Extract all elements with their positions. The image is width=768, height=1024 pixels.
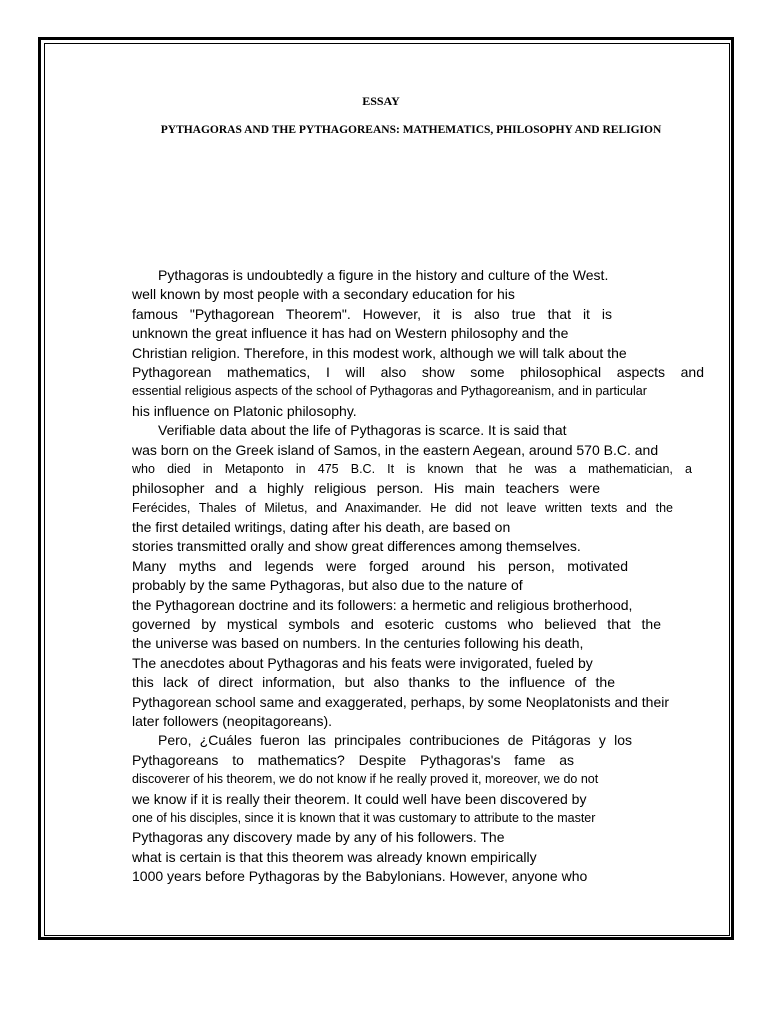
text-line: Ferécides, Thales of Miletus, and Anaximander. He did not leave written texts and the xyxy=(132,500,673,515)
text-line: what is certain is that this theorem was already known empirically xyxy=(132,848,537,865)
text-line: probably by the same Pythagoras, but also due to the nature of xyxy=(132,577,523,594)
text-line: his influence on Platonic philosophy. xyxy=(132,402,357,419)
text-line: one of his disciples, since it is known that it was customary to attribute to the master xyxy=(132,810,596,825)
essay-body xyxy=(132,266,704,887)
text-line: philosopher and a highly religious person. His main teachers were xyxy=(132,480,600,497)
text-line: Pythagorean mathematics, I will also show some philosophical aspects and xyxy=(132,363,704,380)
text-line: the first detailed writings, dating after his death, are based on xyxy=(132,519,511,536)
text-line: discoverer of his theorem, we do not know if he really proved it, moreover, we do not xyxy=(132,772,599,787)
text-line: later followers (neopitagoreans). xyxy=(132,712,332,729)
text-line: Pythagoras is undoubtedly a figure in the history and culture of the West. xyxy=(158,267,609,283)
text-line: the universe was based on numbers. In the centuries following his death, xyxy=(132,635,584,652)
text-line: Many myths and legends were forged around his person, motivated xyxy=(132,557,628,574)
text-line: 1000 years before Pythagoras by the Babylonians. However, anyone who xyxy=(132,868,588,885)
text-line: Pythagoreans to mathematics? Despite Pythagoras's fame as xyxy=(132,751,574,768)
text-line: we know if it is really their theorem. It could well have been discovered by xyxy=(132,790,587,807)
text-line: Pythagorean school same and exaggerated, perhaps, by some Neoplatonists and their xyxy=(132,693,670,710)
text-line: unknown the great influence it has had on Western philosophy and the xyxy=(132,325,569,342)
text-line: the Pythagorean doctrine and its followers: a hermetic and religious brotherhood, xyxy=(132,596,633,613)
text-line: who died in Metaponto in 475 B.C. It is known that he was a mathematician, a xyxy=(132,461,692,476)
text-line: stories transmitted orally and show great differences among themselves. xyxy=(132,538,581,555)
text-line: famous "Pythagorean Theorem". However, it is also true that it is xyxy=(132,305,612,322)
text-line: Pero, ¿Cuáles fueron las principales contribuciones de Pitágoras y los xyxy=(158,732,632,749)
essay-label: ESSAY xyxy=(362,94,400,108)
text-line: this lack of direct information, but also thanks to the influence of the xyxy=(132,674,615,691)
text-line: Pythagoras any discovery made by any of his followers. The xyxy=(132,829,505,846)
text-line: governed by mystical symbols and esoteric customs who believed that the xyxy=(132,616,661,633)
text-line: was born on the Greek island of Samos, in the eastern Aegean, around 570 B.C. and xyxy=(132,441,659,458)
text-line: essential religious aspects of the school of Pythagoras and Pythagoreanism, and in particular xyxy=(132,384,647,399)
text-line: Christian religion. Therefore, in this modest work, although we will talk about the xyxy=(132,344,627,361)
text-line: Verifiable data about the life of Pythagoras is scarce. It is said that xyxy=(158,422,567,439)
text-line: The anecdotes about Pythagoras and his feats were invigorated, fueled by xyxy=(132,654,593,671)
essay-title: PYTHAGORAS AND THE PYTHAGOREANS: MATHEMATICS, PHILOSOPHY AND RELIGION xyxy=(160,124,662,136)
text-line: well known by most people with a secondary education for his xyxy=(132,286,515,303)
